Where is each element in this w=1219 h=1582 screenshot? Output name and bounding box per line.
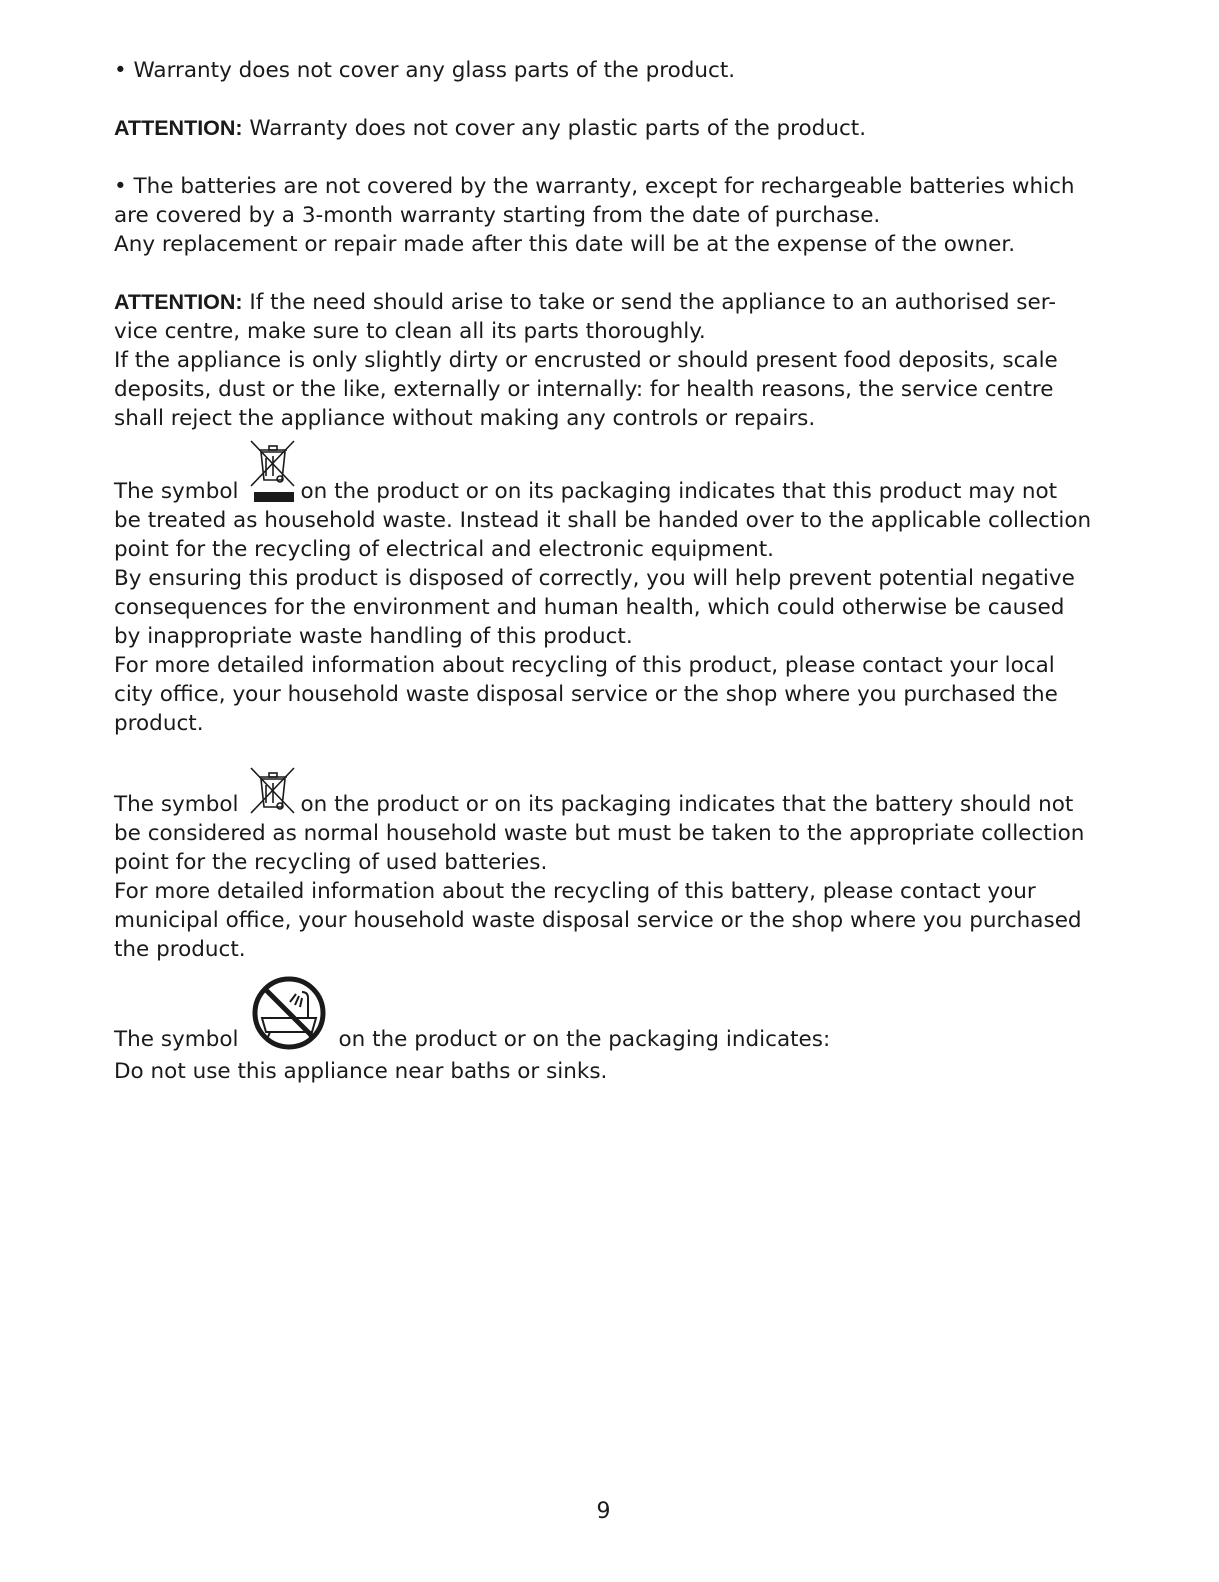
battery-prefix: The symbol <box>114 792 239 817</box>
attention-service-line-2: vice centre, make sure to clean all its parts thoroughly. <box>114 319 706 344</box>
page-number: 9 <box>596 1499 611 1524</box>
weee-line-6: by inappropriate waste handling of this product. <box>114 624 633 649</box>
batteries-line-3: Any replacement or repair made after this date will be at the expense of the owner. <box>114 232 1016 257</box>
battery-line-2: be considered as normal household waste but must be taken to the appropriate collection <box>114 821 1085 846</box>
weee-line-8: city office, your household waste disposal service or the shop where you purchased the <box>114 682 1058 707</box>
weee-line-4: By ensuring this product is disposed of correctly, you will help prevent potential negative <box>114 566 1075 591</box>
attention-label: ATTENTION: <box>114 116 243 140</box>
battery-line-3: point for the recycling of used batteries. <box>114 850 548 875</box>
attention-service-line-5: shall reject the appliance without making any controls or repairs. <box>114 406 816 431</box>
weee-line-1 <box>114 477 1094 506</box>
battery-line-5: municipal office, your household waste disposal service or the shop where you purchased <box>114 908 1082 933</box>
battery-line-4: For more detailed information about the recycling of this battery, please contact your <box>114 879 1036 904</box>
bath-line-1 <box>114 1025 1094 1054</box>
weee-line-9: product. <box>114 711 204 736</box>
batteries-line-1: • The batteries are not covered by the warranty, except for rechargeable batteries which <box>114 174 1075 199</box>
battery-line-6: the product. <box>114 937 246 962</box>
battery-line-1-text: on the product or on its packaging indicates that the battery should not <box>300 792 1074 817</box>
bath-prefix: The symbol <box>114 1027 239 1052</box>
bath-line-1-text: on the product or on the packaging indicates: <box>338 1027 831 1052</box>
bath-line-2: Do not use this appliance near baths or sinks. <box>114 1059 608 1084</box>
attention-service-line-1 <box>114 288 1094 317</box>
attention-plastic-note <box>114 114 1094 143</box>
weee-line-2: be treated as household waste. Instead it shall be handed over to the applicable collection <box>114 508 1092 533</box>
attention-label: ATTENTION: <box>114 290 243 314</box>
battery-line-1 <box>114 790 1094 819</box>
weee-prefix: The symbol <box>114 479 239 504</box>
document-page <box>114 56 1094 1086</box>
attention-plastic-text: Warranty does not cover any plastic parts of the product. <box>242 116 867 141</box>
attention-service-text: If the need should arise to take or send the appliance to an authorised ser- <box>242 290 1056 315</box>
batteries-line-2: are covered by a 3-month warranty starting from the date of purchase. <box>114 203 881 228</box>
weee-line-7: For more detailed information about recycling of this product, please contact your local <box>114 653 1055 678</box>
attention-service-line-3: If the appliance is only slightly dirty or encrusted or should present food deposits, scale <box>114 348 1058 373</box>
weee-line-3: point for the recycling of electrical and electronic equipment. <box>114 537 774 562</box>
glass-warranty-note: • Warranty does not cover any glass parts of the product. <box>114 58 736 83</box>
weee-line-1-text: on the product or on its packaging indicates that this product may not <box>300 479 1058 504</box>
weee-line-5: consequences for the environment and human health, which could otherwise be caused <box>114 595 1065 620</box>
attention-service-line-4: deposits, dust or the like, externally or internally: for health reasons, the service centre <box>114 377 1054 402</box>
